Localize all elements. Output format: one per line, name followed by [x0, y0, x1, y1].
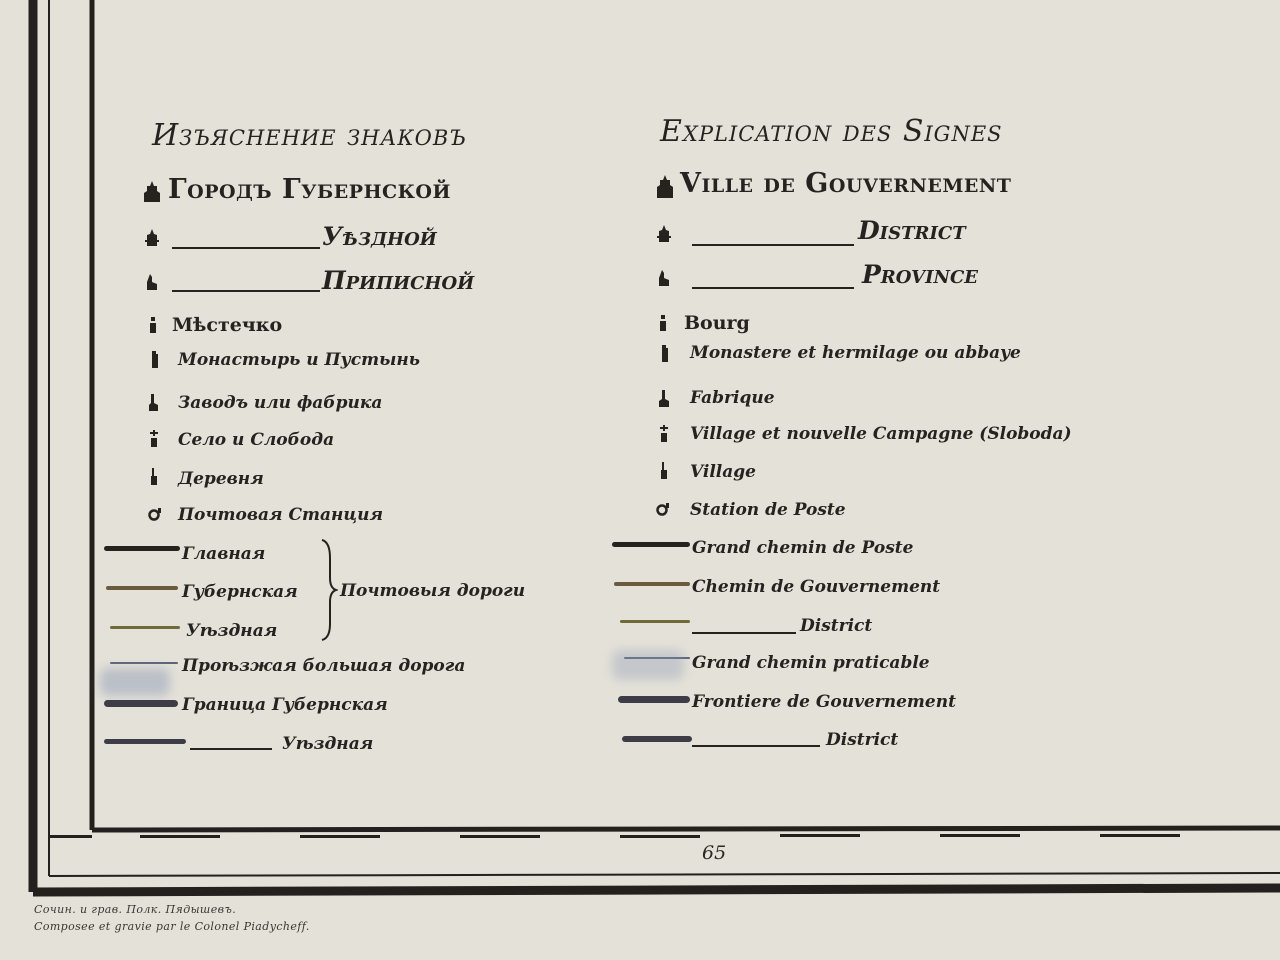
legend-item-fr-province: Province: [862, 260, 979, 289]
attached-town-icon: [656, 268, 672, 288]
legend-road-fr-district: District: [800, 616, 873, 636]
legend-road-ru-provincial: Губернская: [182, 582, 298, 602]
legend-dash: [692, 287, 854, 289]
road-sample-provincial: [614, 582, 690, 586]
legend-item-fr-village: Village: [690, 462, 756, 482]
legend-title-fr: Explication des Signes: [660, 114, 1003, 149]
engraver-credit-fr: Composee et gravie par le Colonel Piadycheff.: [34, 920, 310, 933]
legend-item-ru-village: Деревня: [178, 469, 264, 489]
post-station-icon: [656, 501, 674, 517]
legend-border-ru-district: Уѣздная: [282, 734, 374, 754]
border-sample-district: [622, 736, 692, 742]
legend-dash: [692, 745, 820, 747]
district-town-icon: [656, 224, 672, 244]
legend-road-ru-main: Главная: [182, 544, 266, 564]
border-sample-province: [618, 696, 690, 703]
legend-road-group-ru: Почтовыя дороги: [340, 581, 526, 601]
legend-item-fr-provincial-town: Ville de Gouvernement: [680, 168, 1012, 199]
engraver-credit-ru: Сочин. и грав. Полк. Пядышевъ.: [34, 903, 237, 916]
district-town-icon: [144, 228, 160, 248]
township-icon: [148, 316, 158, 334]
road-sample-highway-wash: [612, 650, 684, 680]
bracket-icon: [318, 538, 338, 642]
factory-icon: [656, 389, 672, 409]
legend-item-ru-post-station: Почтовая Станция: [178, 505, 383, 525]
border-sample-district: [104, 739, 186, 744]
provincial-town-icon: [654, 174, 676, 200]
village-sloboda-icon: [148, 429, 160, 449]
legend-border-ru-province: Граница Губернская: [182, 695, 388, 715]
legend-item-fr-village-sloboda: Village et nouvelle Campagne (Sloboda): [690, 424, 1072, 444]
legend-item-ru-factory: Заводъ или фабрика: [178, 393, 383, 413]
road-sample-highway-wash: [100, 668, 170, 696]
township-icon: [658, 314, 668, 332]
legend-item-ru-monastery: Монастырь и Пустынь: [178, 350, 420, 370]
border-sample-province: [104, 700, 178, 707]
legend-dash: [692, 632, 796, 634]
legend-road-ru-highway: Проѣзжая большая дорога: [182, 656, 466, 676]
legend-road-fr-post: Grand chemin de Poste: [692, 538, 914, 558]
road-sample-district: [110, 626, 180, 629]
provincial-town-icon: [142, 180, 162, 204]
legend-item-fr-bourg: Bourg: [684, 312, 750, 334]
village-icon: [658, 461, 670, 481]
legend-dash: [172, 247, 320, 249]
legend-item-ru-township: Мѣстечко: [172, 314, 283, 336]
village-sloboda-icon: [658, 424, 670, 444]
village-icon: [148, 467, 160, 487]
post-station-icon: [148, 506, 166, 522]
factory-icon: [146, 393, 160, 413]
page-number: 65: [702, 842, 727, 864]
legend-road-ru-district: Уѣздная: [186, 621, 278, 641]
road-sample-highway: [110, 662, 178, 664]
monastery-icon: [658, 344, 670, 364]
legend-road-fr-highway: Grand chemin praticable: [692, 653, 930, 673]
road-sample-main: [612, 542, 690, 547]
legend-title-ru: Изъяснение знаковъ: [152, 118, 467, 153]
legend-item-fr-district: District: [858, 216, 966, 245]
legend-border-fr-district: District: [826, 730, 899, 750]
legend-dash: [692, 244, 854, 246]
legend-item-fr-factory: Fabrique: [690, 388, 775, 408]
legend-dash: [172, 290, 320, 292]
legend-road-fr-government: Chemin de Gouvernement: [692, 577, 941, 597]
legend-item-ru-district-town: Уѣздной: [322, 222, 437, 251]
road-sample-provincial: [106, 586, 178, 590]
road-sample-district: [620, 620, 690, 623]
legend-item-ru-provincial-town: Городъ Губернской: [168, 174, 451, 205]
road-sample-main: [104, 546, 180, 551]
attached-town-icon: [144, 272, 160, 292]
legend-item-ru-attached-town: Приписной: [322, 266, 475, 295]
monastery-icon: [148, 350, 160, 370]
legend-dash: [190, 748, 272, 750]
legend-border-fr-government: Frontiere de Gouvernement: [692, 692, 956, 712]
legend-item-fr-post-station: Station de Poste: [690, 500, 846, 520]
legend-item-fr-monastery: Monastere et hermilage ou abbaye: [690, 343, 1021, 363]
legend-item-ru-village-sloboda: Село и Слобода: [178, 430, 335, 450]
